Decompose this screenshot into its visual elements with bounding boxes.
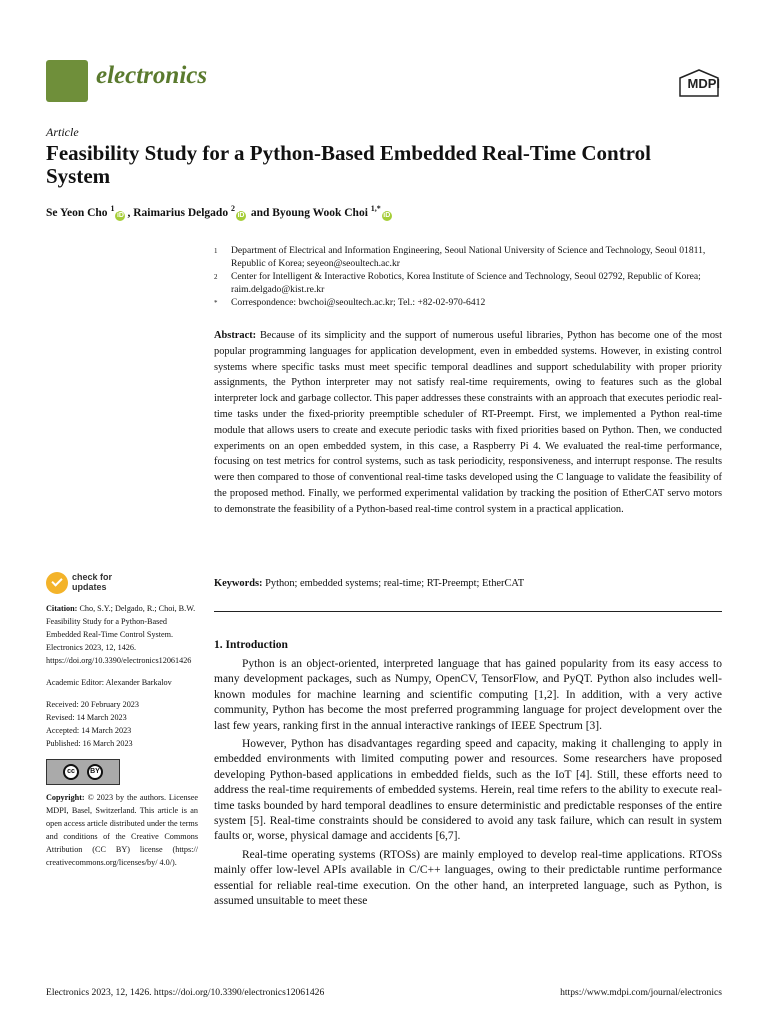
affiliation-text: Center for Intelligent & Interactive Robotics, Korea Institute of Science and Technology, Seoul 02792, Republic of Korea; raim.delgado@kist.re.kr [231, 271, 701, 295]
check-for-updates-button[interactable] [46, 570, 198, 600]
author-affil-sup: 1,* [370, 204, 381, 213]
affiliation-number: 1 [214, 247, 218, 255]
citation [46, 602, 198, 667]
affiliation-item [214, 244, 722, 270]
journal-name: electronics [96, 62, 208, 89]
author-affil-sup: 1 [110, 204, 115, 213]
dates [46, 698, 198, 750]
author-name: and Byoung Wook Choi [250, 206, 368, 219]
affiliation-number: * [214, 299, 218, 307]
section-divider [214, 611, 722, 612]
affiliation-item [214, 270, 722, 296]
academic-editor: Academic Editor: Alexander Barkalov [46, 678, 172, 687]
footer-citation[interactable]: Electronics 2023, 12, 1426. https://doi.org/10.3390/electronics12061426 [46, 987, 325, 998]
author-affil-sup: 2 [230, 204, 235, 213]
body-text [214, 657, 722, 913]
orcid-icon[interactable]: iD [383, 211, 391, 219]
keywords-text: Python; embedded systems; real-time; RT-Preempt; EtherCAT [265, 578, 525, 589]
paragraph: Python is an object-oriented, interpreted language that has gained popularity from its easy access to many development packages, such as Numpy, OpenCV, TensorFlow, and PyQT. Python also includes well-known modules for machine learning and scientific computing [1,2]. In addition, with a very active community, Python has become the most preferred programming language for project development over the last few years, ranking first in the annual interactive rankings of IEEE Spectrum [3]. [214, 658, 722, 732]
copyright-text: © 2023 by the authors. Licensee MDPI, Basel, Switzerland. This article is an open access article distributed under the terms and conditions of the Creative Commons Attribution (CC BY) license (https:// creativecommons.org/licenses/by/ 4.0/). [46, 793, 199, 867]
keywords [214, 578, 722, 589]
abstract-label: Abstract: [214, 330, 257, 341]
revised-date: Revised: 14 March 2023 [46, 713, 127, 722]
check-icon [46, 572, 68, 594]
article-type: Article [46, 125, 79, 139]
abstract-text: Because of its simplicity and the support of numerous useful libraries, Python has become one of the most popular programming languages for application development, even in embedded systems. However, in existing control systems where specific tasks must meet specific temporal deadlines and support schedulability with proper priority assignments, the Python interpreter may not satisfy real-time requirements, owing to features such as the global interpreter lock and garbage collector. This paper addresses these constraints with an approach that executes periodic real-time tasks under the fixed-priority preemptible scheduler of RT-Preempt. First, we implemented a Python real-time module that allows users to create and execute periodic tasks with fixed priorities based on Python. Then, we conducted experiments on an open embedded system, in this case, a Raspberry Pi 4. We evaluated the real-time performance, focusing on test metrics for control systems, such as task periodicity, responsiveness, and interrupt response. The results were then compared to those of conventional real-time tasks developed using the C language to validate the feasibility of the proposed method. Finally, we performed experimental validation by tracking the position of EtherCAT servo motors to demonstrate the feasibility of a Python-based real-time control system in a practical application. [214, 330, 722, 515]
author-name: Raimarius Delgado [133, 206, 229, 219]
section-heading: 1. Introduction [214, 639, 288, 651]
accepted-date: Accepted: 14 March 2023 [46, 726, 132, 735]
copyright-label: Copyright: [46, 793, 85, 802]
cc-icon: cc [63, 764, 79, 780]
check-updates-line: updates [72, 582, 107, 592]
check-updates-line: check for [72, 572, 113, 582]
received-date: Received: 20 February 2023 [46, 700, 139, 709]
keywords-label: Keywords: [214, 578, 263, 589]
affiliations [214, 244, 722, 310]
orcid-icon[interactable]: iD [116, 211, 124, 219]
affiliation-number: 2 [214, 273, 218, 281]
copyright-notice [46, 791, 198, 869]
cc-by-license-badge[interactable] [46, 759, 120, 785]
page-header [46, 58, 722, 106]
paragraph: However, Python has disadvantages regarding speed and capacity, making it challenging to apply in embedded environments with limited computing power and resources. Some researchers have proposed developing Python-based applications in embedded fields, such as the IoT [4]. Still, these efforts need to address the real-time requirements of embedded systems. Herein, real time refers to the ability to execute real-time tasks bounded by hard temporal deadlines to ensure deterministic and predictable responses of the entire system [5]. Real-time constraints should be considered to avoid any task failure, which can result in system faults or, worse, physical damage and accidents [6,7]. [214, 738, 722, 843]
abstract [214, 328, 722, 518]
citation-text: Cho, S.Y.; Delgado, R.; Choi, B.W. Feasibility Study for a Python-Based Embedded Real-Time Control System. Electronics 2023, 12, 1426. https://doi.org/10.3390/electronics12061426 [46, 604, 196, 665]
orcid-icon[interactable]: iD [237, 211, 245, 219]
affiliation-text: Department of Electrical and Information Engineering, Seoul National University of Science and Technology, Seoul 01811, Republic of Korea; seyeon@seoultech.ac.kr [231, 245, 706, 269]
by-icon: BY [87, 764, 103, 780]
journal-logo-icon [46, 60, 88, 102]
correspondence-text: Correspondence: bwchoi@seoultech.ac.kr; Tel.: +82-02-970-6412 [231, 297, 486, 308]
published-date: Published: 16 March 2023 [46, 739, 133, 748]
author-list: Se Yeon Cho $^1$iD , Raimarius Delgado $^2$iD and Byoung Wook Choi $^{1,*}$iD [46, 204, 391, 219]
paper-title: Feasibility Study for a Python-Based Embedded Real-Time Control System [46, 141, 651, 188]
footer-journal-link[interactable]: https://www.mdpi.com/journal/electronics [560, 987, 722, 998]
affiliation-item [214, 296, 722, 310]
publisher-name: MDPI [687, 76, 720, 91]
article-info-sidebar [46, 570, 198, 869]
paragraph: Real-time operating systems (RTOSs) are mainly employed to develop real-time applications. RTOSs mainly offer low-level APIs available in C/C++ languages, owing to their predictable runtime performance essential for reliable real-time execution. On the other hand, an interpreted language, such as Python, is assumed unsuitable to meet these [214, 848, 722, 908]
author-name: Se Yeon Cho [46, 206, 108, 219]
citation-label: Citation: [46, 604, 78, 613]
